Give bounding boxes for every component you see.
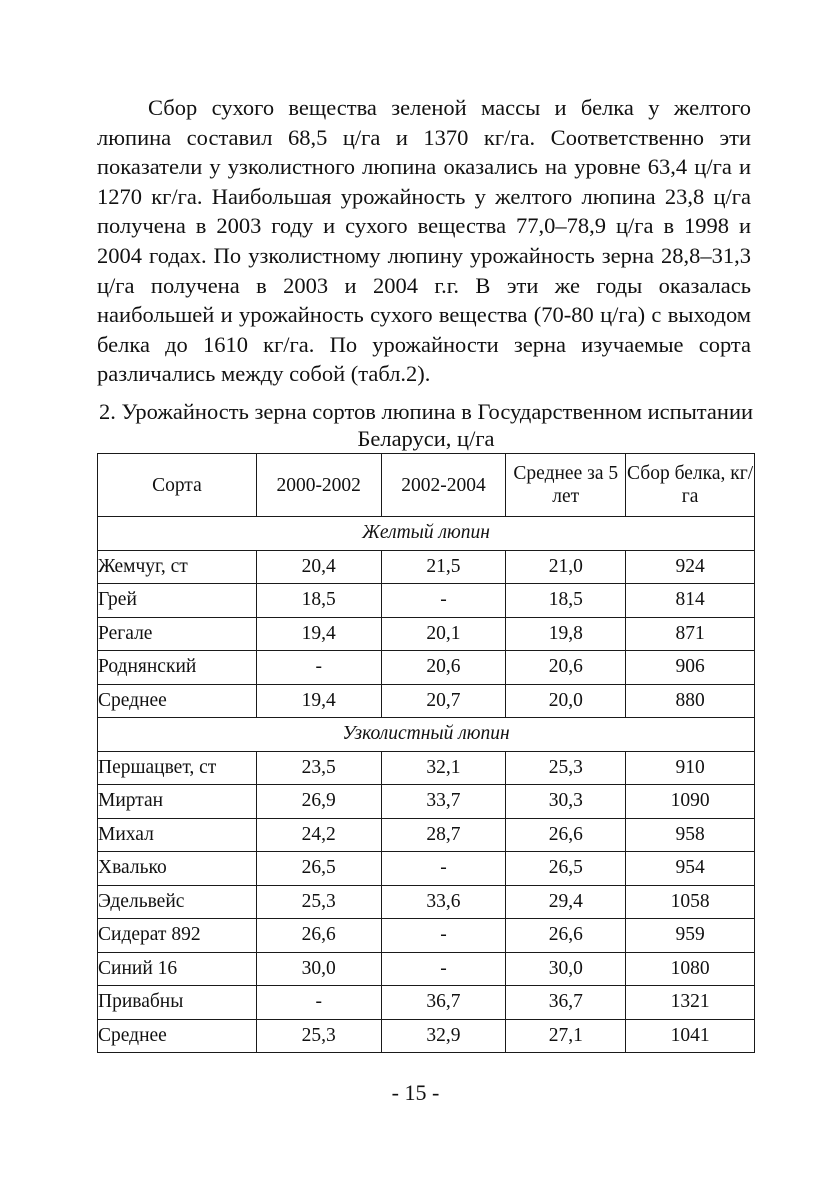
cell-period-1: 25,3 <box>256 1019 381 1053</box>
cell-period-2: 33,6 <box>381 885 506 919</box>
cell-variety: Першацвет, ст <box>98 751 257 785</box>
page-number: - 15 - <box>391 1080 440 1105</box>
cell-period-1: 20,4 <box>256 550 381 584</box>
table-row <box>98 617 755 651</box>
cell-average: 26,6 <box>506 818 626 852</box>
table-row <box>98 986 755 1020</box>
cell-variety: Эдельвейс <box>98 885 257 919</box>
table-row <box>98 684 755 718</box>
cell-average: 20,6 <box>506 651 626 685</box>
table-caption: 2. Урожайность зерна сортов люпина в Государственном испытании Беларуси, ц/га <box>98 399 754 451</box>
cell-protein: 1058 <box>626 885 755 919</box>
cell-variety: Синий 16 <box>98 952 257 986</box>
cell-period-2: 21,5 <box>381 550 506 584</box>
cell-period-2: 36,7 <box>381 986 506 1020</box>
cell-period-1: 24,2 <box>256 818 381 852</box>
section-header-row <box>98 718 755 752</box>
header-period-2: 2002-2004 <box>381 454 506 517</box>
cell-protein: 906 <box>626 651 755 685</box>
cell-period-2: 28,7 <box>381 818 506 852</box>
cell-period-2: 32,1 <box>381 751 506 785</box>
cell-average: 26,5 <box>506 852 626 886</box>
cell-average: 19,8 <box>506 617 626 651</box>
cell-period-1: 26,5 <box>256 852 381 886</box>
cell-average: 21,0 <box>506 550 626 584</box>
cell-variety: Среднее <box>98 684 257 718</box>
cell-period-1: - <box>256 651 381 685</box>
cell-average: 30,0 <box>506 952 626 986</box>
cell-period-2: - <box>381 919 506 953</box>
cell-protein: 910 <box>626 751 755 785</box>
cell-protein: 1080 <box>626 952 755 986</box>
cell-period-1: 23,5 <box>256 751 381 785</box>
table-row <box>98 550 755 584</box>
cell-protein: 880 <box>626 684 755 718</box>
cell-period-1: 26,9 <box>256 785 381 819</box>
cell-protein: 1321 <box>626 986 755 1020</box>
cell-period-1: 25,3 <box>256 885 381 919</box>
table-row <box>98 818 755 852</box>
header-variety: Сорта <box>98 454 257 517</box>
cell-average: 30,3 <box>506 785 626 819</box>
cell-variety: Грей <box>98 584 257 618</box>
section-header-row <box>98 517 755 551</box>
cell-variety: Сидерат 892 <box>98 919 257 953</box>
yield-table <box>97 453 755 1053</box>
table-row <box>98 852 755 886</box>
cell-period-1: 30,0 <box>256 952 381 986</box>
cell-variety: Миртан <box>98 785 257 819</box>
cell-variety: Роднянский <box>98 651 257 685</box>
cell-average: 29,4 <box>506 885 626 919</box>
table-row <box>98 885 755 919</box>
header-period-1: 2000-2002 <box>256 454 381 517</box>
cell-variety: Жемчуг, ст <box>98 550 257 584</box>
table-row <box>98 751 755 785</box>
table-body <box>98 517 755 1053</box>
cell-variety: Регале <box>98 617 257 651</box>
cell-variety: Хвалько <box>98 852 257 886</box>
cell-period-1: 19,4 <box>256 617 381 651</box>
cell-period-2: 33,7 <box>381 785 506 819</box>
header-average: Среднее за 5 лет <box>506 454 626 517</box>
cell-period-2: - <box>381 952 506 986</box>
table-row <box>98 584 755 618</box>
table-row <box>98 919 755 953</box>
cell-average: 25,3 <box>506 751 626 785</box>
cell-period-2: 32,9 <box>381 1019 506 1053</box>
cell-protein: 1090 <box>626 785 755 819</box>
cell-average: 26,6 <box>506 919 626 953</box>
body-paragraph: Сбор сухого вещества зеленой массы и белка у желтого люпина составил 68,5 ц/га и 1370 кг/га. Соответственно эти показатели у узколистного люпина оказались на уровне 63,4 ц/га и 1270 кг/га. Наибольшая урожайность у желтого люпина 23,8 ц/га получена в 2003 году и сухого вещества 77,0–78,9 ц/га в 1998 и 2004 годах. По узколистному люпину урожайность зерна 28,8–31,3 ц/га получена в 2003 и 2004 г.г. В эти же годы оказалась наибольшей и урожайность сухого вещества (70-80 ц/га) с выходом белка до 1610 кг/га. По урожайности зерна изучаемые сорта различались между собой (табл.2). <box>97 95 751 387</box>
table-header-row <box>98 454 755 517</box>
cell-protein: 959 <box>626 919 755 953</box>
cell-average: 36,7 <box>506 986 626 1020</box>
cell-period-1: 26,6 <box>256 919 381 953</box>
cell-protein: 1041 <box>626 1019 755 1053</box>
cell-period-1: 18,5 <box>256 584 381 618</box>
table-row <box>98 785 755 819</box>
section-title: Узколистный люпин <box>98 718 755 752</box>
table-row <box>98 952 755 986</box>
cell-average: 20,0 <box>506 684 626 718</box>
cell-variety: Привабны <box>98 986 257 1020</box>
cell-variety: Михал <box>98 818 257 852</box>
cell-variety: Среднее <box>98 1019 257 1053</box>
cell-period-2: 20,1 <box>381 617 506 651</box>
table-row <box>98 1019 755 1053</box>
cell-period-1: - <box>256 986 381 1020</box>
cell-protein: 958 <box>626 818 755 852</box>
cell-period-2: - <box>381 852 506 886</box>
cell-average: 18,5 <box>506 584 626 618</box>
cell-average: 27,1 <box>506 1019 626 1053</box>
cell-protein: 954 <box>626 852 755 886</box>
header-protein: Сбор белка, кг/га <box>626 454 755 517</box>
cell-period-2: 20,7 <box>381 684 506 718</box>
cell-protein: 814 <box>626 584 755 618</box>
cell-protein: 924 <box>626 550 755 584</box>
section-title: Желтый люпин <box>98 517 755 551</box>
table-row <box>98 651 755 685</box>
cell-period-2: 20,6 <box>381 651 506 685</box>
cell-period-1: 19,4 <box>256 684 381 718</box>
cell-protein: 871 <box>626 617 755 651</box>
cell-period-2: - <box>381 584 506 618</box>
